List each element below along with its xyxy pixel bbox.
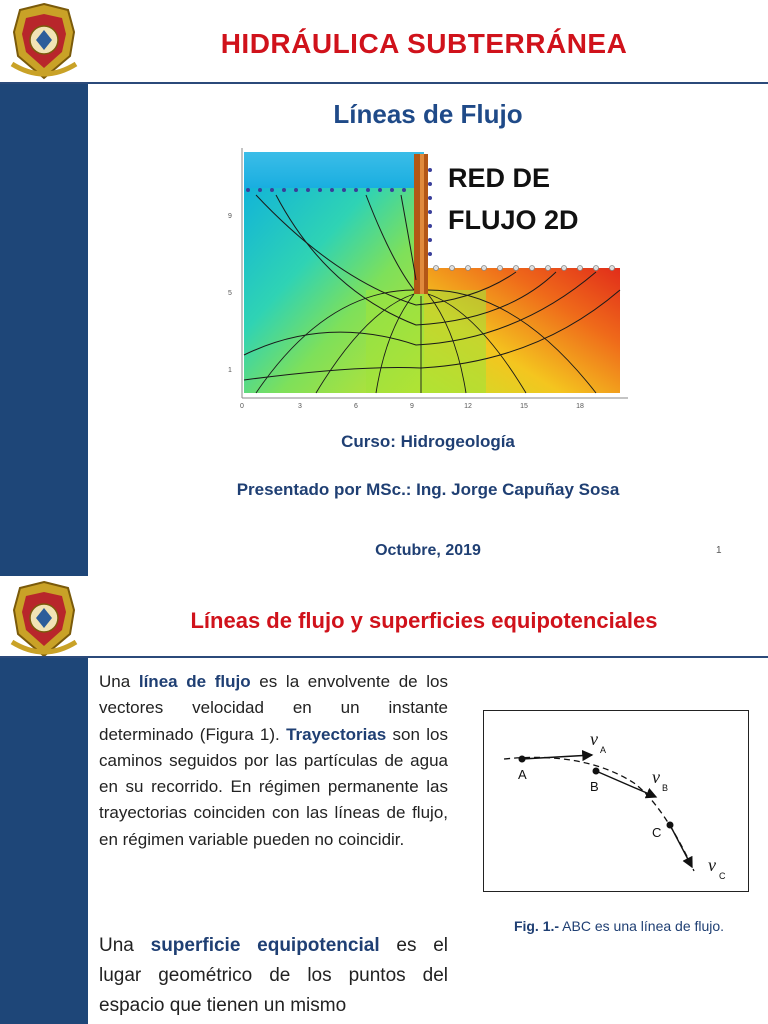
y-tick: 1 — [228, 367, 232, 374]
x-tick: 18 — [576, 403, 584, 410]
page-number: 1 — [716, 545, 722, 556]
y-tick: 5 — [228, 290, 232, 297]
slide-2 — [0, 576, 768, 1024]
point-label-c: C — [652, 825, 662, 840]
slide-1-header-title: HIDRÁULICA SUBTERRÁNEA — [220, 28, 628, 59]
vector-subscript-c: C — [719, 871, 726, 881]
university-logo-icon — [8, 2, 80, 82]
university-logo-icon — [8, 580, 80, 660]
x-tick: 12 — [464, 403, 472, 410]
x-tick: 15 — [520, 403, 528, 410]
figure-label-line1: RED DE — [448, 163, 551, 193]
vector-label-b: v — [652, 767, 660, 787]
header-rule — [0, 656, 768, 658]
vector-label-c: v — [708, 855, 716, 875]
slide-1-subtitle: Líneas de Flujo — [333, 99, 523, 129]
point-label-a: A — [518, 767, 527, 782]
figure-1-caption: Fig. 1.- ABC es una línea de flujo. — [513, 918, 725, 934]
date-line: Octubre, 2019 — [375, 542, 481, 559]
figure-label-line2: FLUJO 2D — [448, 205, 579, 235]
left-sidebar-band — [0, 84, 88, 576]
y-tick: 9 — [228, 213, 232, 220]
x-tick: 9 — [410, 403, 414, 410]
x-tick: 0 — [240, 403, 244, 410]
vector-subscript-b: B — [662, 783, 669, 793]
paragraph-flow-line: Una línea de flujo es la envolvente de los vectores velocidad en un instante determinado (Figura 1). Trayectorias son los caminos seguidos por las partículas de agua en su recorrido. En régimen permanente las trayectorias coinciden con las líneas de flujo, en régimen variable pueden no coincidir. — [99, 672, 448, 849]
vector-label-a: v — [590, 729, 598, 749]
flow-line-diagram — [484, 711, 750, 893]
vector-subscript-a: A — [600, 745, 607, 755]
flow-net-figure — [216, 140, 636, 416]
left-sidebar-band — [0, 658, 88, 1024]
term-equipotential-surface: superficie equipotencial — [150, 935, 380, 956]
header-rule — [0, 82, 768, 84]
course-line: Curso: Hidrogeología — [341, 432, 515, 451]
x-tick: 6 — [354, 403, 358, 410]
x-tick: 3 — [298, 403, 302, 410]
figure-1-box — [483, 710, 749, 892]
slide-2-header-title: Líneas de flujo y superficies equipotenciales — [190, 608, 658, 633]
point-label-b: B — [590, 779, 599, 794]
paragraph-equipotential: Una superficie equipotencial es el lugar geométrico de los puntos del espacio que tienen un mismo — [99, 935, 448, 1016]
presenter-line: Presentado por MSc.: Ing. Jorge Capuñay Sosa — [236, 480, 620, 499]
term-flow-line: línea de flujo — [138, 672, 251, 691]
term-trajectories: Trayectorias — [286, 724, 387, 744]
